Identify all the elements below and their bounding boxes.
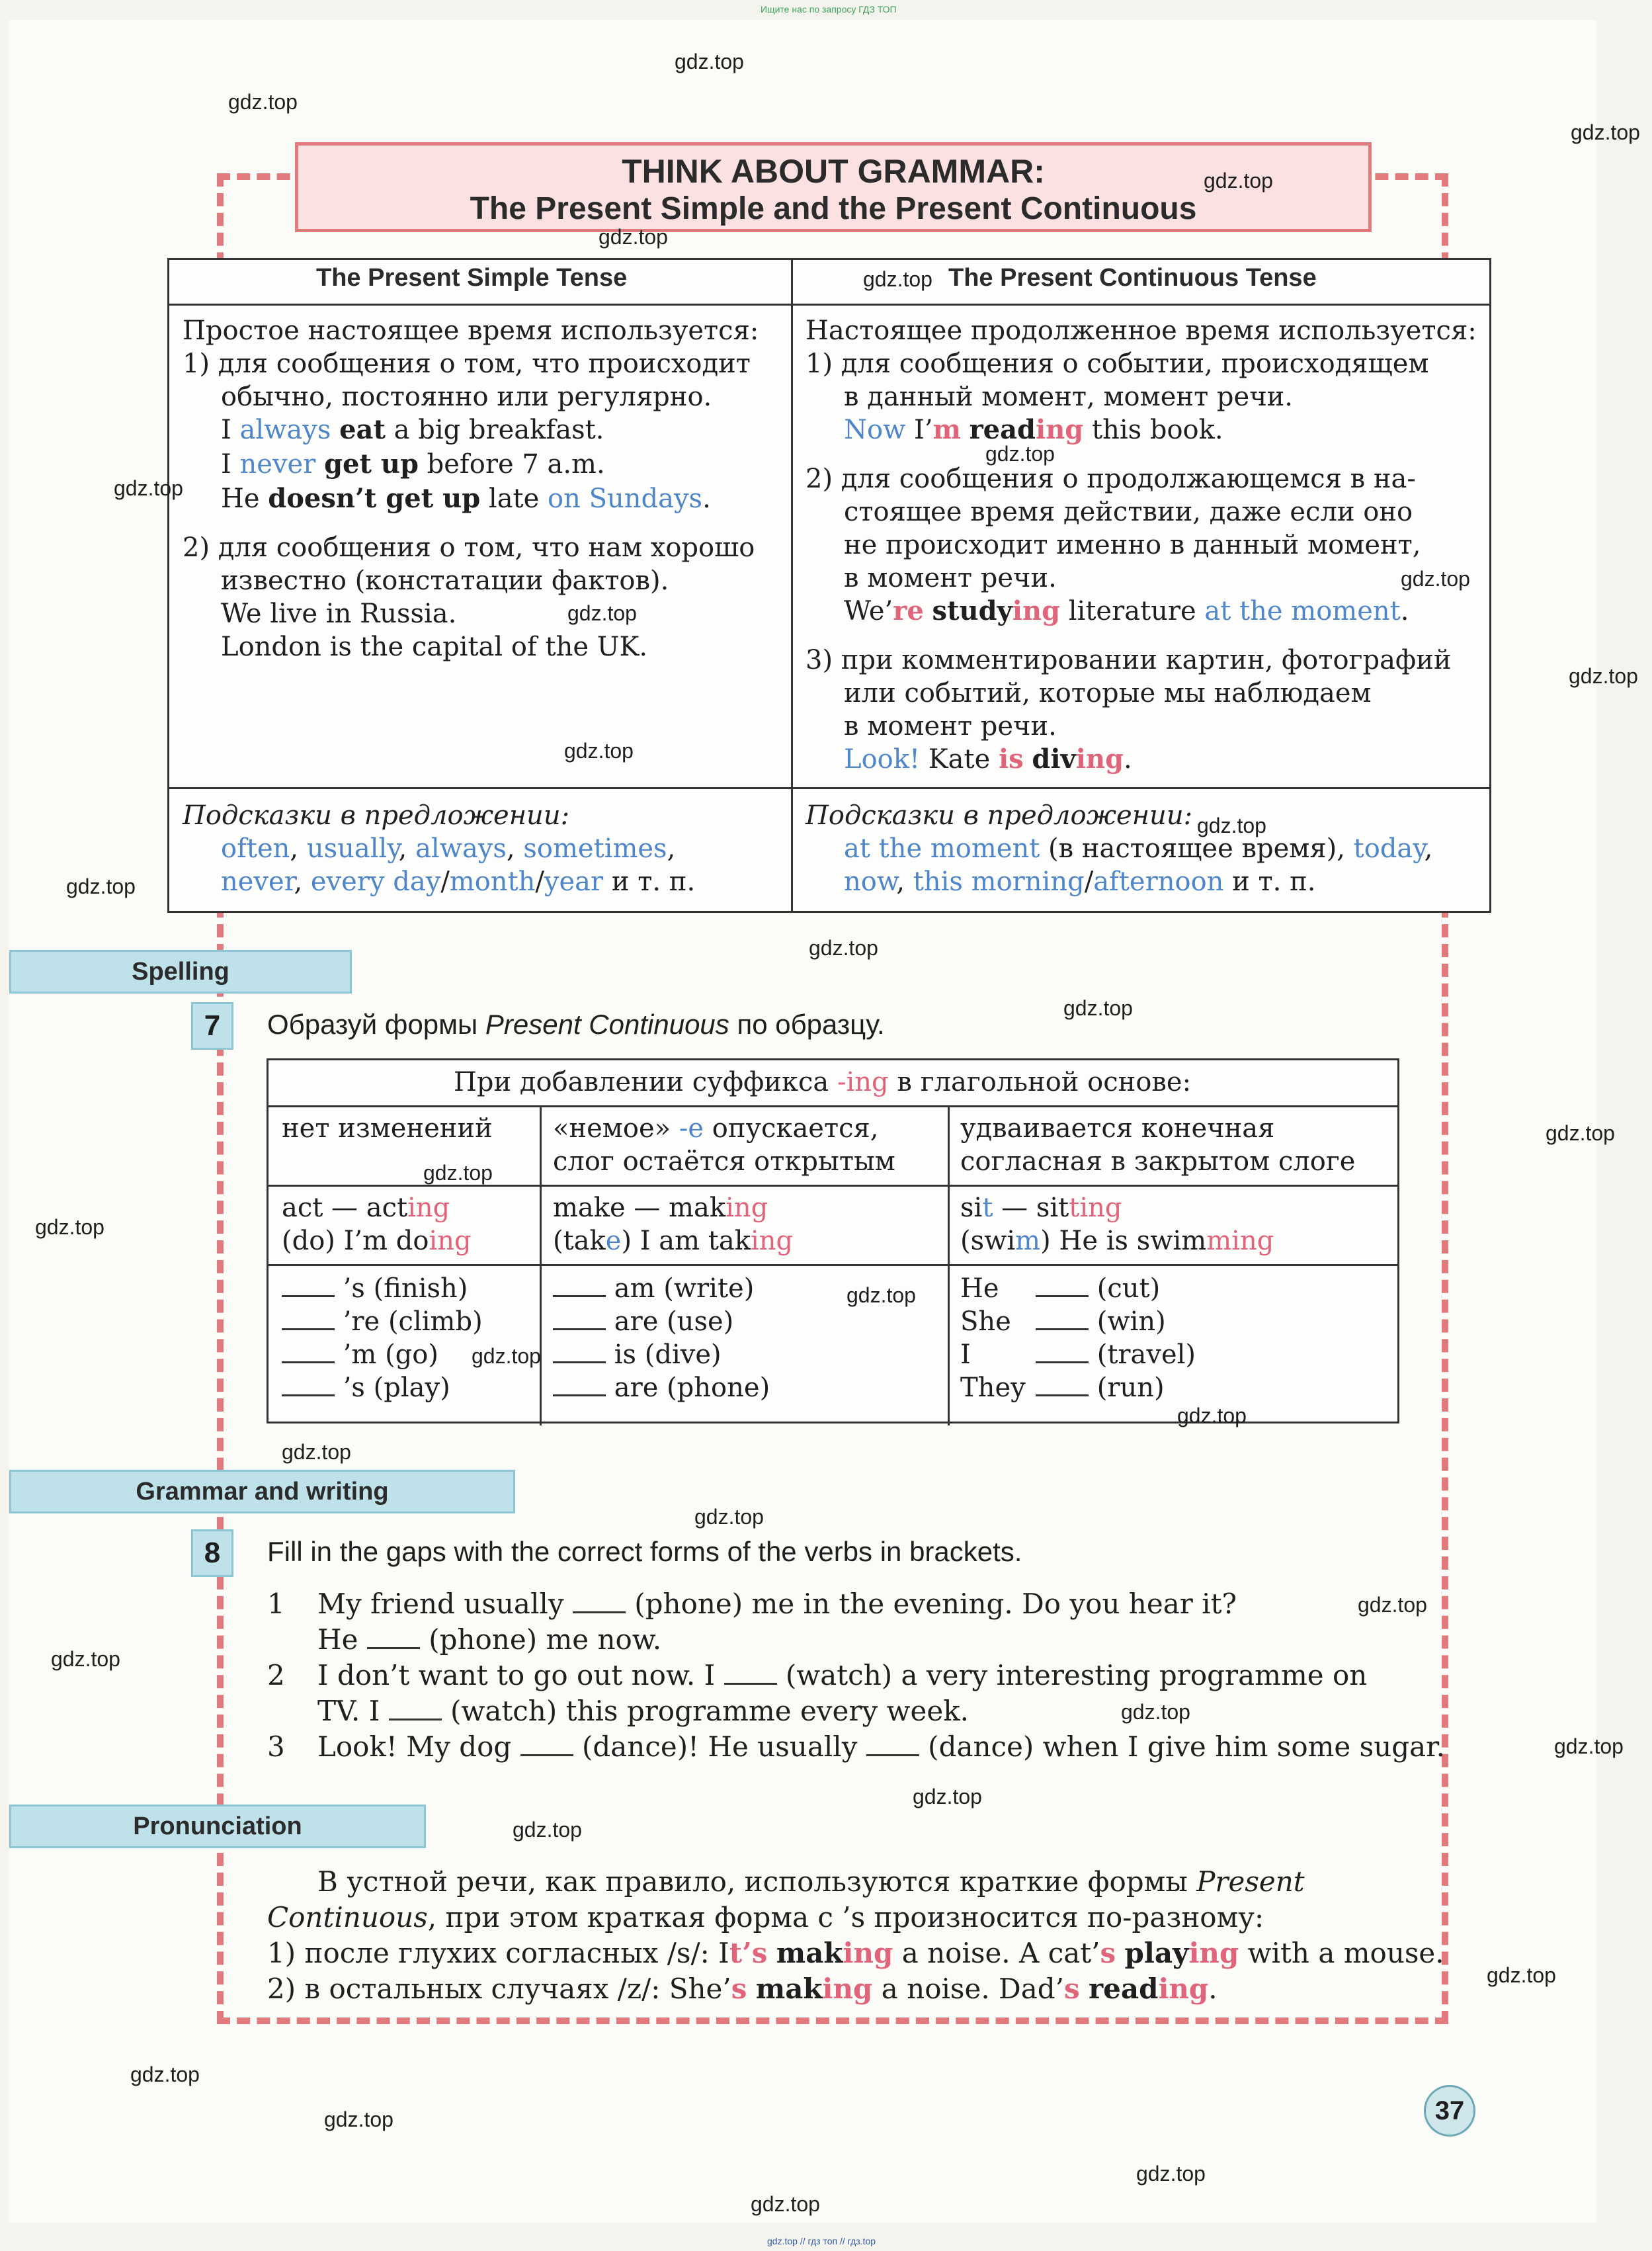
fill-subject: He <box>960 1273 999 1304</box>
grammar-table <box>167 258 1491 913</box>
example-cell: make — making <box>553 1193 768 1223</box>
pronunciation-line-3: 1) после глухих согласных /s/: It’s making a noise. A cat’s playing with a mouse. <box>267 1937 1444 1969</box>
watermark: gdz.top <box>675 50 744 73</box>
fill-item[interactable]: are (phone) <box>553 1371 770 1404</box>
watermark: gdz.top <box>1204 169 1273 192</box>
example-cell: sit — sitting <box>960 1193 1122 1223</box>
watermark: gdz.top <box>694 1505 764 1529</box>
right-hints-label: Подсказки в предложении: <box>805 800 1193 831</box>
spelling-table-header: При добавлении суффикса -ing в глагольной основе: <box>454 1067 1192 1097</box>
present-simple-header: The Present Simple Tense <box>316 264 628 292</box>
table-divider <box>791 260 793 911</box>
fill-subject: I <box>960 1339 971 1370</box>
left-hints-label: Подсказки в предложении: <box>183 800 570 831</box>
watermark: gdz.top <box>130 2062 200 2086</box>
watermark: gdz.top <box>564 739 634 763</box>
watermark: gdz.top <box>51 1647 120 1671</box>
exercise-8-item-3[interactable]: Look! My dog (dance)! He usually (dance) when I give him some sugar. <box>317 1730 1445 1763</box>
left-point-1-cont: обычно, постоянно или регулярно. <box>221 382 712 412</box>
col-silent-e-head: «немое» -e опускается, <box>553 1113 879 1144</box>
grammar-writing-tab: Grammar and writing <box>9 1470 515 1513</box>
right-point-2-cont: не происходит именно в данный момент, <box>844 530 1421 560</box>
exercise-item-number: 2 <box>267 1659 285 1691</box>
exercise-8-number: 8 <box>191 1529 233 1577</box>
left-point-1: 1) для сообщения о том, что происходит <box>183 349 751 379</box>
table-divider <box>948 1105 950 1425</box>
spelling-tab: Spelling <box>9 950 352 994</box>
example-line: He doesn’t get up late on Sundays. <box>221 483 711 514</box>
pronunciation-line-1: В устной речи, как правило, используются краткие формы Present <box>317 1865 1305 1898</box>
exercise-item-number: 1 <box>267 1588 285 1620</box>
watermark: gdz.top <box>472 1344 541 1368</box>
watermark: gdz.top <box>282 1440 351 1464</box>
watermark: gdz.top <box>324 2107 393 2131</box>
right-point-1-cont: в данный момент, момент речи. <box>844 382 1294 412</box>
pronunciation-tab: Pronunciation <box>9 1805 426 1848</box>
table-divider <box>169 304 1489 306</box>
watermark: gdz.top <box>1121 1700 1190 1724</box>
table-divider <box>169 787 1489 789</box>
right-point-2-cont: стоящее время действии, даже если оно <box>844 497 1413 527</box>
watermark: gdz.top <box>35 1215 104 1239</box>
watermark: gdz.top <box>1177 1404 1247 1427</box>
watermark: gdz.top <box>847 1283 916 1307</box>
fill-item[interactable]: (travel) <box>1036 1338 1196 1371</box>
table-divider <box>540 1105 542 1425</box>
fill-item[interactable]: ’m (go) <box>282 1338 438 1371</box>
left-hints-line-2: never, every day/month/year и т. п. <box>221 867 696 897</box>
watermark: gdz.top <box>1569 664 1638 688</box>
left-point-2-cont: известно (констатации фактов). <box>221 566 669 596</box>
fill-item[interactable]: are (use) <box>553 1305 733 1338</box>
present-continuous-header: The Present Continuous Tense <box>948 264 1317 292</box>
top-note: Ищите нас по запросу ГДЗ ТОП <box>761 4 897 15</box>
exercise-item-number: 3 <box>267 1730 285 1763</box>
spelling-table <box>267 1058 1399 1423</box>
exercise-7-instruction: Образуй формы Present Continuous по образцу. <box>267 1009 885 1040</box>
exercise-8-item-1b[interactable]: He (phone) me now. <box>317 1623 662 1656</box>
watermark: gdz.top <box>985 442 1055 466</box>
fill-item[interactable]: ’s (play) <box>282 1371 450 1404</box>
fill-item[interactable]: ’re (climb) <box>282 1305 483 1338</box>
right-intro: Настоящее продолженное время используется: <box>805 316 1477 346</box>
fill-item[interactable]: ’s (finish) <box>282 1272 468 1305</box>
watermark: gdz.top <box>913 1785 982 1808</box>
watermark: gdz.top <box>1197 814 1266 837</box>
right-point-1: 1) для сообщения о событии, происходящем <box>805 349 1429 379</box>
page-number: 37 <box>1424 2085 1475 2137</box>
pronunciation-line-4: 2) в остальных случаях /z/: She’s making a noise. Dad’s reading. <box>267 1973 1218 2005</box>
watermark: gdz.top <box>1401 567 1470 591</box>
title-line-1: THINK ABOUT GRAMMAR: <box>622 153 1045 190</box>
watermark: gdz.top <box>228 90 298 114</box>
example-line: London is the capital of the UK. <box>221 632 648 662</box>
watermark: gdz.top <box>66 874 136 898</box>
watermark: gdz.top <box>513 1818 582 1842</box>
example-line: Look! Kate is diving. <box>844 743 1132 775</box>
right-point-3-cont: в момент речи. <box>844 711 1057 742</box>
watermark: gdz.top <box>1546 1121 1615 1145</box>
right-point-2-cont: в момент речи. <box>844 563 1057 593</box>
watermark: gdz.top <box>1063 996 1133 1020</box>
watermark: gdz.top <box>809 936 878 960</box>
watermark: gdz.top <box>423 1161 493 1185</box>
example-cell: (take) I am taking <box>553 1226 794 1256</box>
right-point-2: 2) для сообщения о продолжающемся в на- <box>805 464 1416 494</box>
exercise-8-instruction: Fill in the gaps with the correct forms of the verbs in brackets. <box>267 1536 1022 1567</box>
example-cell: (do) I’m doing <box>282 1226 472 1256</box>
example-cell: act — acting <box>282 1193 450 1223</box>
exercise-8-item-2b[interactable]: TV. I (watch) this programme every week. <box>317 1695 969 1727</box>
watermark: gdz.top <box>863 267 932 291</box>
fill-item[interactable]: am (write) <box>553 1272 754 1305</box>
watermark: gdz.top <box>1136 2162 1206 2186</box>
title-line-2: The Present Simple and the Present Continuous <box>470 191 1197 226</box>
watermark: gdz.top <box>599 225 668 249</box>
col-double-head-2: согласная в закрытом слоге <box>960 1146 1356 1177</box>
col-no-change-head: нет изменений <box>282 1113 493 1144</box>
example-line: We live in Russia. <box>221 599 457 629</box>
watermark: gdz.top <box>1554 1734 1624 1758</box>
example-line: We’re studying literature at the moment. <box>844 595 1409 626</box>
watermark: gdz.top <box>1571 120 1640 144</box>
right-hints-line-2: now, this morning/afternoon и т. п. <box>844 867 1316 897</box>
exercise-8-item-2[interactable]: I don’t want to go out now. I (watch) a very interesting programme on <box>317 1659 1368 1691</box>
watermark: gdz.top <box>114 476 183 500</box>
example-line: I never get up before 7 a.m. <box>221 448 605 480</box>
fill-item[interactable]: (cut) <box>1036 1272 1160 1305</box>
example-line: Now I’m reading this book. <box>844 414 1223 445</box>
col-double-head: удваивается конечная <box>960 1113 1275 1144</box>
fill-subject: They <box>960 1373 1026 1403</box>
example-cell: (swim) He is swimming <box>960 1226 1274 1256</box>
right-point-3-cont: или событий, которые мы наблюдаем <box>844 678 1372 708</box>
left-hints-line-1: often, usually, always, sometimes, <box>221 833 676 864</box>
table-divider <box>268 1105 1397 1107</box>
exercise-7-number: 7 <box>191 1002 233 1050</box>
watermark: gdz.top <box>1358 1593 1427 1617</box>
right-point-3: 3) при комментировании картин, фотографий <box>805 645 1452 675</box>
fill-subject: She <box>960 1306 1011 1337</box>
exercise-8-item-1[interactable]: My friend usually (phone) me in the evening. Do you hear it? <box>317 1588 1237 1620</box>
fill-item[interactable]: (run) <box>1036 1371 1165 1404</box>
fill-item[interactable]: is (dive) <box>553 1338 722 1371</box>
watermark: gdz.top <box>751 2192 820 2216</box>
example-line: I always eat a big breakfast. <box>221 414 604 445</box>
left-point-2: 2) для сообщения о том, что нам хорошо <box>183 532 755 563</box>
left-intro: Простое настоящее время используется: <box>183 316 759 346</box>
right-hints-line-1: at the moment (в настоящее время), today, <box>844 833 1433 864</box>
fill-item[interactable]: (win) <box>1036 1305 1166 1338</box>
bottom-note: gdz.top // гдз топ // гдз.top <box>767 2236 876 2246</box>
col-silent-e-head-2: слог остаётся открытым <box>553 1146 895 1177</box>
watermark: gdz.top <box>1487 1963 1556 1987</box>
table-divider <box>268 1264 1397 1266</box>
pronunciation-line-2: Continuous, при этом краткая форма с ’s произносится по-разному: <box>267 1901 1264 1933</box>
watermark: gdz.top <box>567 601 637 625</box>
